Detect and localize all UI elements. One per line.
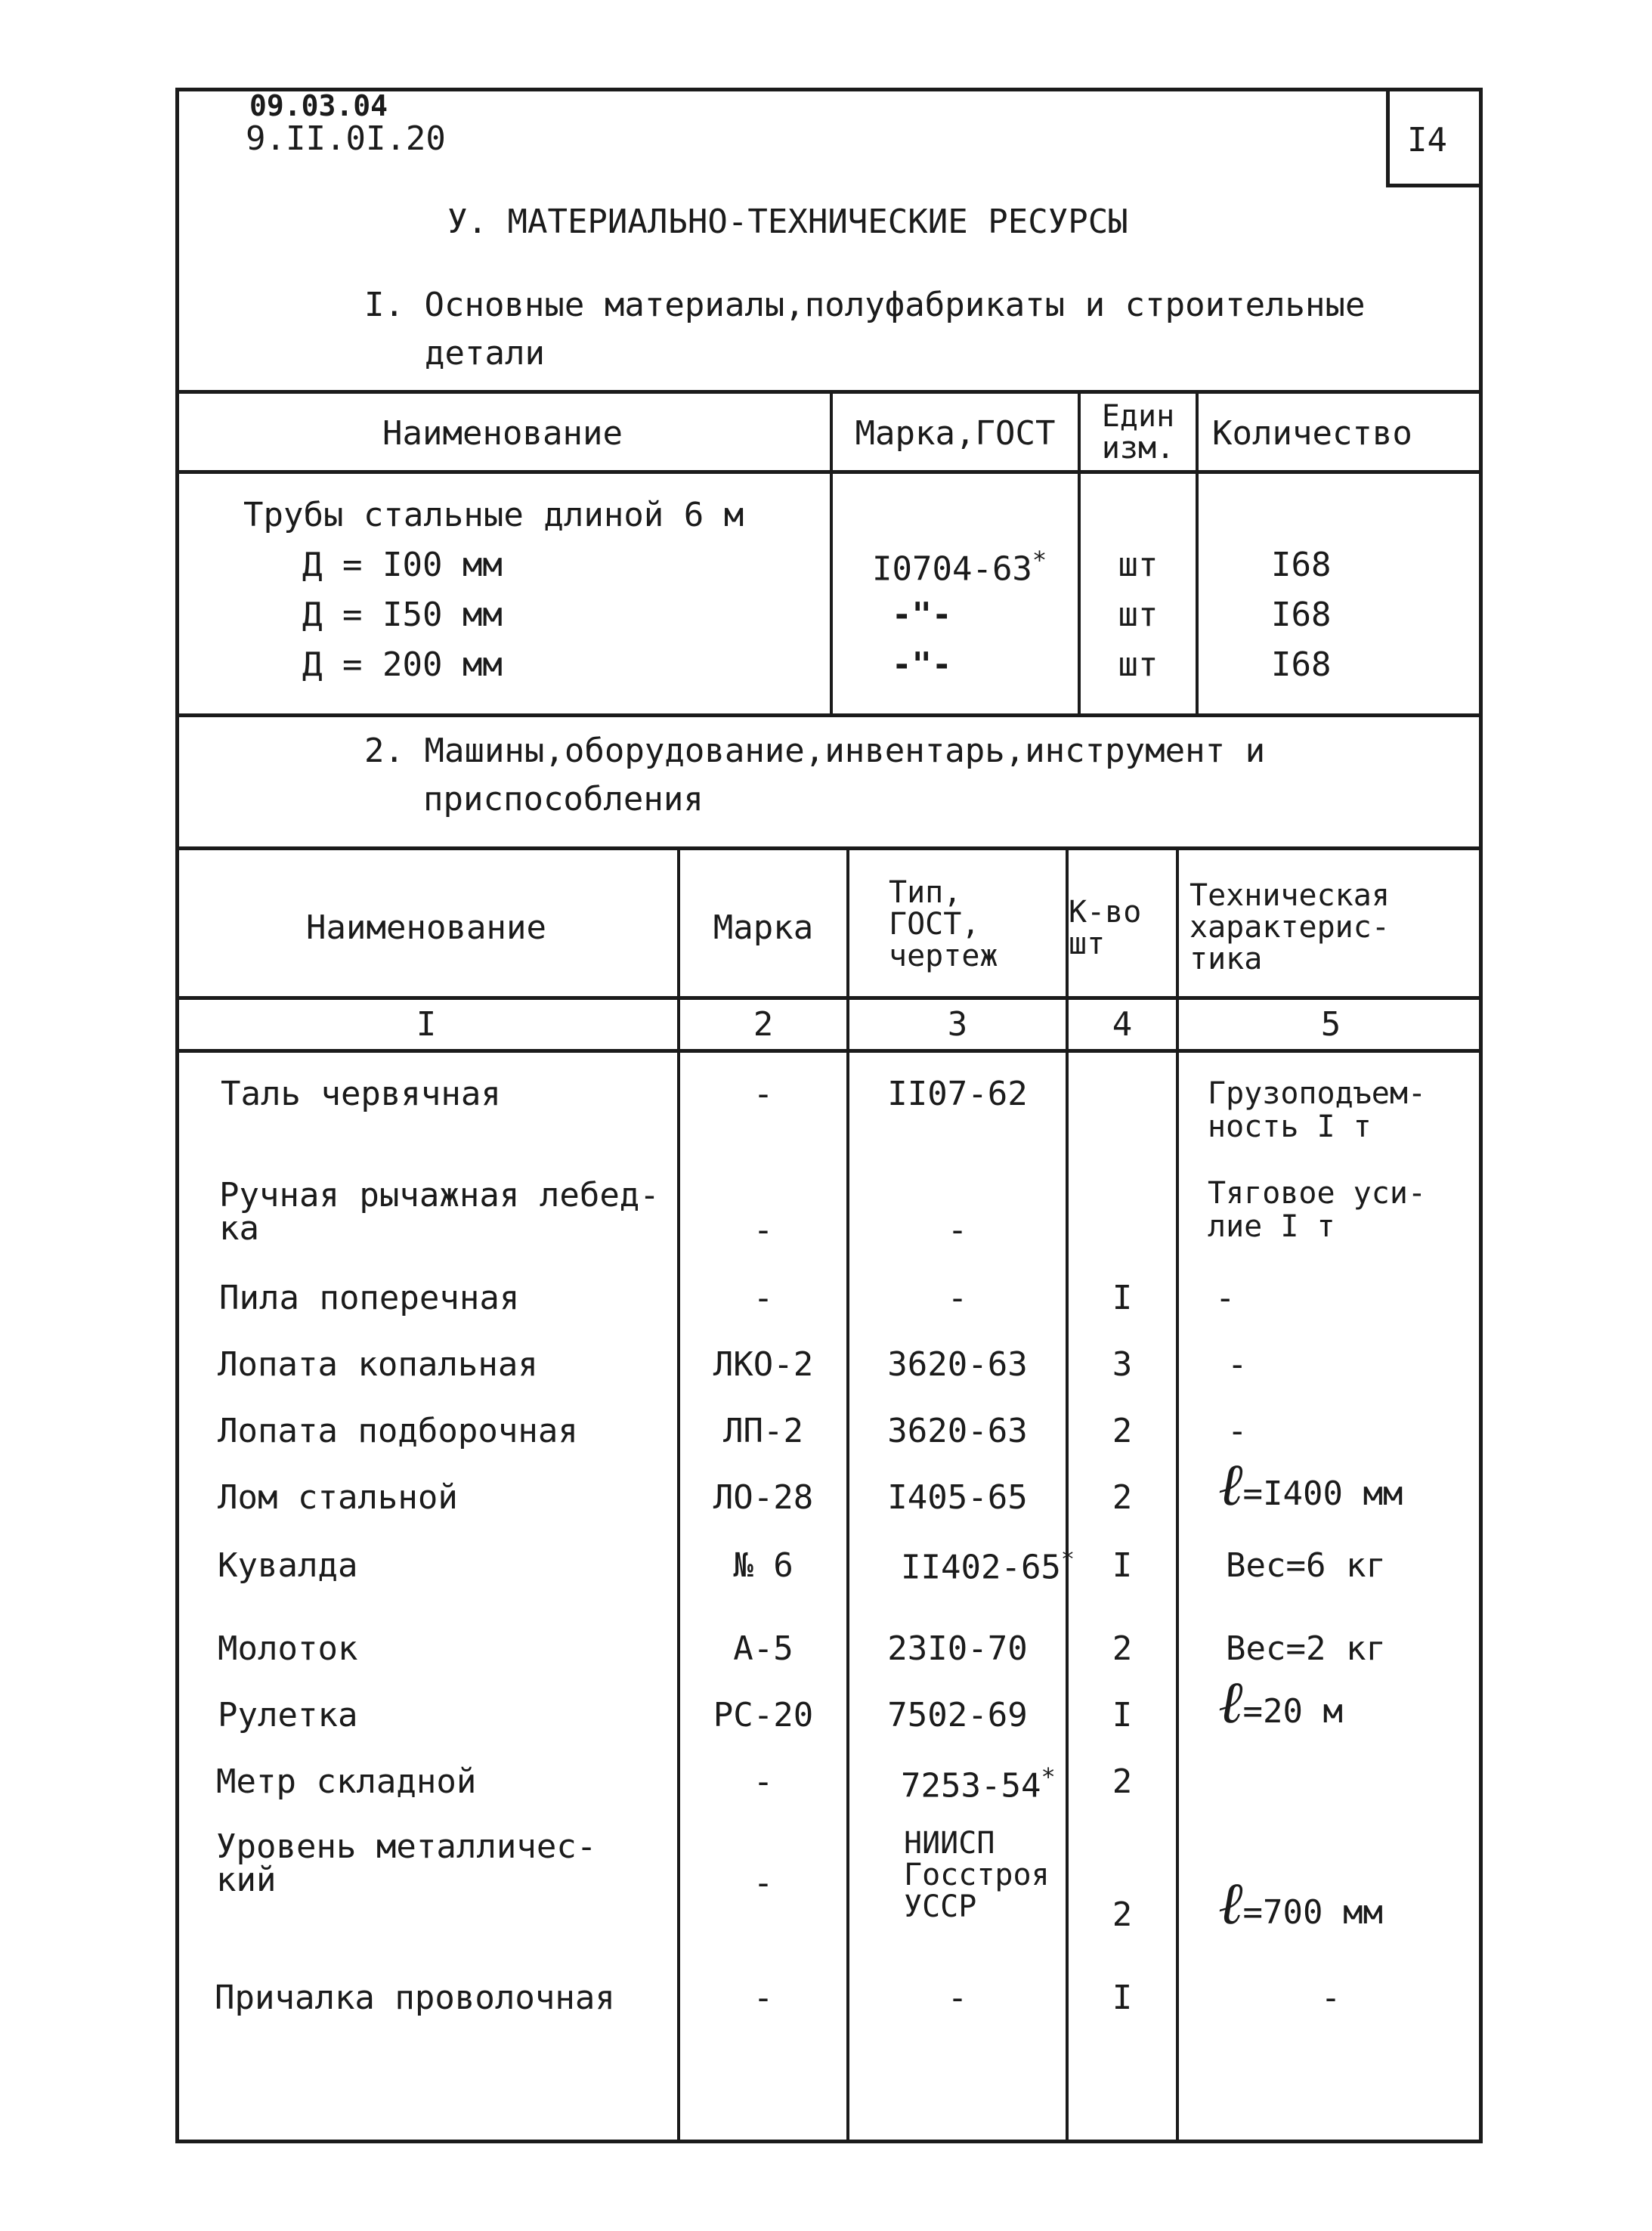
length-symbol: ℓ [1218, 1669, 1243, 1737]
table1-row-name: Д = 200 мм [302, 645, 503, 684]
equipment-count: I [1112, 1696, 1133, 1734]
section2-heading-cont: приспособления [423, 780, 704, 818]
equipment-tech-cont: ность I т [1208, 1109, 1372, 1144]
equipment-type: II07-62 [887, 1075, 1028, 1113]
equipment-type-value: II402-65 [901, 1548, 1061, 1587]
table2-header-type: Тип, [889, 875, 962, 910]
equipment-type-cont: Госстроя [904, 1858, 1050, 1892]
equipment-tech [1218, 1669, 1343, 1737]
column-number: I [416, 1005, 437, 1044]
table1-row-unit: шт [1118, 596, 1159, 634]
asterisk-mark: * [1041, 1762, 1056, 1791]
equipment-type: 3620-63 [887, 1412, 1028, 1450]
equipment-tech-cont: лие I т [1208, 1209, 1335, 1244]
table2-header-tech-cont: характерис- [1190, 910, 1390, 945]
table1-row-unit: шт [1118, 645, 1159, 684]
equipment-mark: - [753, 1075, 774, 1113]
equipment-tech: Тяговое уси- [1208, 1176, 1426, 1211]
equipment-type: - [947, 1279, 968, 1317]
table2-header-type-cont: чертеж [889, 939, 998, 973]
column-number: 5 [1320, 1005, 1341, 1044]
equipment-mark: ЛП-2 [723, 1412, 803, 1450]
equipment-mark: РС-20 [713, 1696, 814, 1734]
equipment-name: Уровень металличес- [216, 1827, 597, 1866]
table1-row-name: Д = I50 мм [302, 596, 503, 634]
table1-row-unit: шт [1118, 546, 1159, 584]
table2-header-mark: Марка [713, 908, 814, 947]
table2-header-tech-cont: тика [1190, 942, 1263, 976]
equipment-tech-value: =700 мм [1242, 1893, 1383, 1932]
table1-header-rule [175, 470, 1483, 474]
equipment-type: - [947, 1211, 968, 1249]
equipment-type: 3620-63 [887, 1345, 1028, 1384]
table2-header-rule [175, 996, 1483, 1000]
table1-row-qty: I68 [1271, 546, 1332, 584]
equipment-tech [1218, 1451, 1403, 1519]
asterisk-mark: * [1060, 1546, 1075, 1573]
equipment-type-cont: УССР [904, 1889, 977, 1924]
equipment-name: Причалка проволочная [215, 1979, 615, 2017]
doc-code-top: 09.03.04 [249, 89, 388, 122]
doc-code-main: 9.II.0I.20 [246, 119, 446, 158]
section1-heading: I. Основные материалы,полуфабрикаты и строительные [364, 286, 1366, 324]
equipment-mark: ЛО-28 [713, 1478, 814, 1517]
equipment-count: 2 [1112, 1478, 1133, 1517]
table1-header-name: Наименование [382, 414, 623, 453]
equipment-type: НИИСП [904, 1826, 995, 1861]
equipment-name: Метр складной [216, 1762, 477, 1801]
equipment-name-cont: ка [219, 1209, 259, 1248]
equipment-tech: Вес=6 кг [1226, 1546, 1386, 1585]
table1-header-unit: Един [1101, 399, 1175, 434]
table1-top-rule [175, 390, 1483, 394]
equipment-type [901, 1762, 1056, 1806]
table1-group-title: Трубы стальные длиной 6 м [243, 496, 744, 534]
table1-row-gost: -"- [892, 645, 952, 684]
table1-row-name: Д = I00 мм [302, 546, 503, 584]
equipment-name: Рулетка [218, 1696, 358, 1734]
page-number: I4 [1407, 121, 1447, 159]
table1-row-gost [872, 546, 1047, 589]
equipment-count: I [1112, 1279, 1133, 1317]
table1-row-gost: -"- [892, 596, 952, 634]
page-title: У. МАТЕРИАЛЬНО-ТЕХНИЧЕСКИЕ РЕСУРСЫ [447, 203, 1128, 241]
equipment-name: Молоток [218, 1629, 358, 1668]
column-number: 3 [947, 1005, 968, 1044]
equipment-tech-value: =I400 мм [1242, 1474, 1403, 1513]
equipment-name-cont: кий [216, 1861, 277, 1899]
section2-heading: 2. Машины,оборудование,инвентарь,инструмент и [364, 732, 1266, 770]
equipment-count: 2 [1112, 1895, 1133, 1934]
equipment-tech [1218, 1870, 1383, 1938]
table2-top-rule [175, 846, 1483, 850]
equipment-count: 2 [1112, 1629, 1133, 1668]
equipment-type [901, 1546, 1075, 1587]
table2-numbers-rule [175, 1049, 1483, 1053]
equipment-type: - [947, 1979, 968, 2017]
equipment-name: Ручная рычажная лебед- [219, 1176, 660, 1215]
equipment-type-value: 7253-54 [901, 1766, 1041, 1806]
equipment-count: 2 [1112, 1412, 1133, 1450]
equipment-tech: Грузоподъем- [1208, 1076, 1426, 1111]
equipment-mark: - [753, 1762, 774, 1801]
equipment-mark: - [753, 1211, 774, 1249]
column-number: 2 [753, 1005, 774, 1044]
length-symbol: ℓ [1218, 1451, 1243, 1519]
table1-header-qty: Количество [1212, 414, 1412, 453]
equipment-mark: № 6 [733, 1546, 794, 1585]
equipment-mark: А-5 [733, 1629, 794, 1668]
equipment-count: I [1112, 1979, 1133, 2017]
equipment-tech: - [1227, 1412, 1248, 1450]
equipment-count: 2 [1112, 1762, 1133, 1801]
table1-row-qty: I68 [1271, 645, 1332, 684]
equipment-name: Лом стальной [218, 1478, 458, 1517]
equipment-name: Пила поперечная [219, 1279, 520, 1317]
equipment-tech: - [1215, 1279, 1236, 1317]
equipment-count: I [1112, 1546, 1133, 1585]
equipment-mark: - [753, 1279, 774, 1317]
equipment-count: 3 [1112, 1345, 1133, 1384]
equipment-name: Лопата подборочная [218, 1412, 578, 1450]
equipment-type: I405-65 [887, 1478, 1028, 1517]
equipment-mark: - [753, 1979, 774, 2017]
asterisk-mark: * [1032, 546, 1047, 574]
table2-header-name: Наименование [306, 908, 546, 947]
equipment-tech: Вес=2 кг [1226, 1629, 1386, 1668]
column-number: 4 [1112, 1005, 1133, 1044]
table2-header-type-cont: ГОСТ, [889, 907, 980, 942]
equipment-name: Таль червячная [221, 1075, 501, 1113]
table2-header-tech: Техническая [1190, 878, 1390, 913]
length-symbol: ℓ [1218, 1870, 1243, 1938]
table1-col-divider [1196, 390, 1199, 715]
table2-header-count: К-во [1069, 895, 1142, 930]
equipment-tech: - [1320, 1979, 1341, 2017]
equipment-name: Кувалда [218, 1546, 358, 1585]
table1-row-gost-value: I0704-63 [872, 549, 1032, 589]
table1-header-unit-cont: изм. [1101, 431, 1175, 466]
equipment-mark: ЛКО-2 [713, 1345, 814, 1384]
equipment-type: 23I0-70 [887, 1629, 1028, 1668]
section1-heading-cont: детали [425, 334, 545, 373]
table2-header-count-cont: шт [1069, 927, 1106, 961]
equipment-mark: - [753, 1864, 774, 1902]
equipment-tech: - [1227, 1345, 1248, 1384]
equipment-name: Лопата копальная [218, 1345, 538, 1384]
table1-bottom-rule [175, 713, 1483, 717]
equipment-tech-value: =20 м [1242, 1692, 1343, 1731]
equipment-type: 7502-69 [887, 1696, 1028, 1734]
table1-row-qty: I68 [1271, 596, 1332, 634]
table1-header-mark-gost: Марка,ГОСТ [855, 414, 1056, 453]
